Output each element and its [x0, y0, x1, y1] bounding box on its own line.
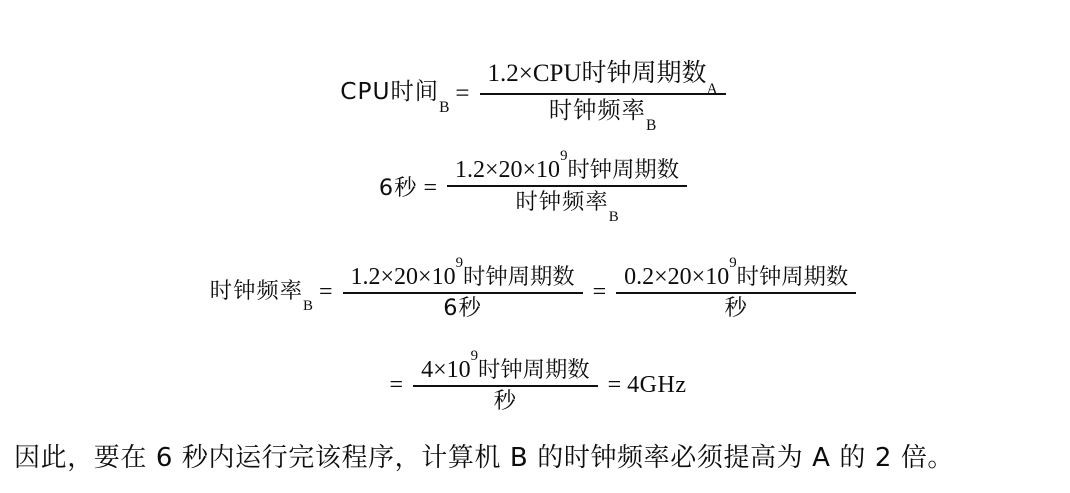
equation-1-denominator: 时钟频率$_B$ [548, 96, 657, 134]
equation-1 [0, 58, 1070, 134]
equation-3-fraction-2 [616, 254, 856, 323]
equation-3-relation-1: = [318, 279, 333, 306]
equation-2-lhs [379, 175, 443, 201]
equation-2-lhs-text: 6秒 [378, 174, 418, 201]
conclusion-text: 因此，要在 6 秒内运行完该程序，计算机 B 的时钟频率必须提高为 A 的 2 倍。 [14, 443, 955, 473]
equation-1-lhs [340, 78, 475, 116]
equation-1-relation: = [455, 79, 470, 107]
equation-2-denominator: 时钟频率$_B$ [515, 189, 619, 226]
equation-3-numerator-2: $0.2\times 20\times 10^9$时钟周期数 [624, 254, 849, 290]
equation-3-numerator-1: $1.2\times 20\times 10^9$时钟周期数 [350, 254, 575, 290]
equation-1-numerator: 1.2×CPU时钟周期数$_A$ [487, 60, 718, 98]
equation-2 [0, 147, 1070, 226]
equation-4-relation-1: = [389, 372, 404, 399]
equation-3 [0, 254, 1070, 323]
equation-3-lhs [209, 277, 339, 314]
equation-4 [0, 347, 1070, 416]
equation-4-fraction [413, 347, 598, 416]
equation-1-fraction [480, 58, 726, 134]
equation-4-denominator: 秒 [493, 388, 517, 415]
equation-3-fraction-1 [343, 254, 583, 323]
equation-4-result: 4GHz [627, 372, 687, 399]
equation-3-relation-2: = [592, 279, 607, 306]
equation-3-denominator-2: 秒 [724, 295, 748, 322]
equation-4-numerator: $4\times 10^9$时钟周期数 [421, 347, 590, 383]
equation-3-denominator-1: 6秒 [443, 295, 482, 322]
equation-2-relation: = [423, 174, 437, 201]
equation-2-numerator: $1.2\times 20\times 10^9$时钟周期数 [454, 147, 680, 183]
equation-4-relation-2: = [607, 372, 622, 399]
equation-1-lhs-text: CPU时间$_B$ [340, 78, 450, 116]
equation-2-fraction [447, 147, 687, 226]
equation-3-lhs-text: 时钟频率$_B$ [209, 277, 313, 314]
